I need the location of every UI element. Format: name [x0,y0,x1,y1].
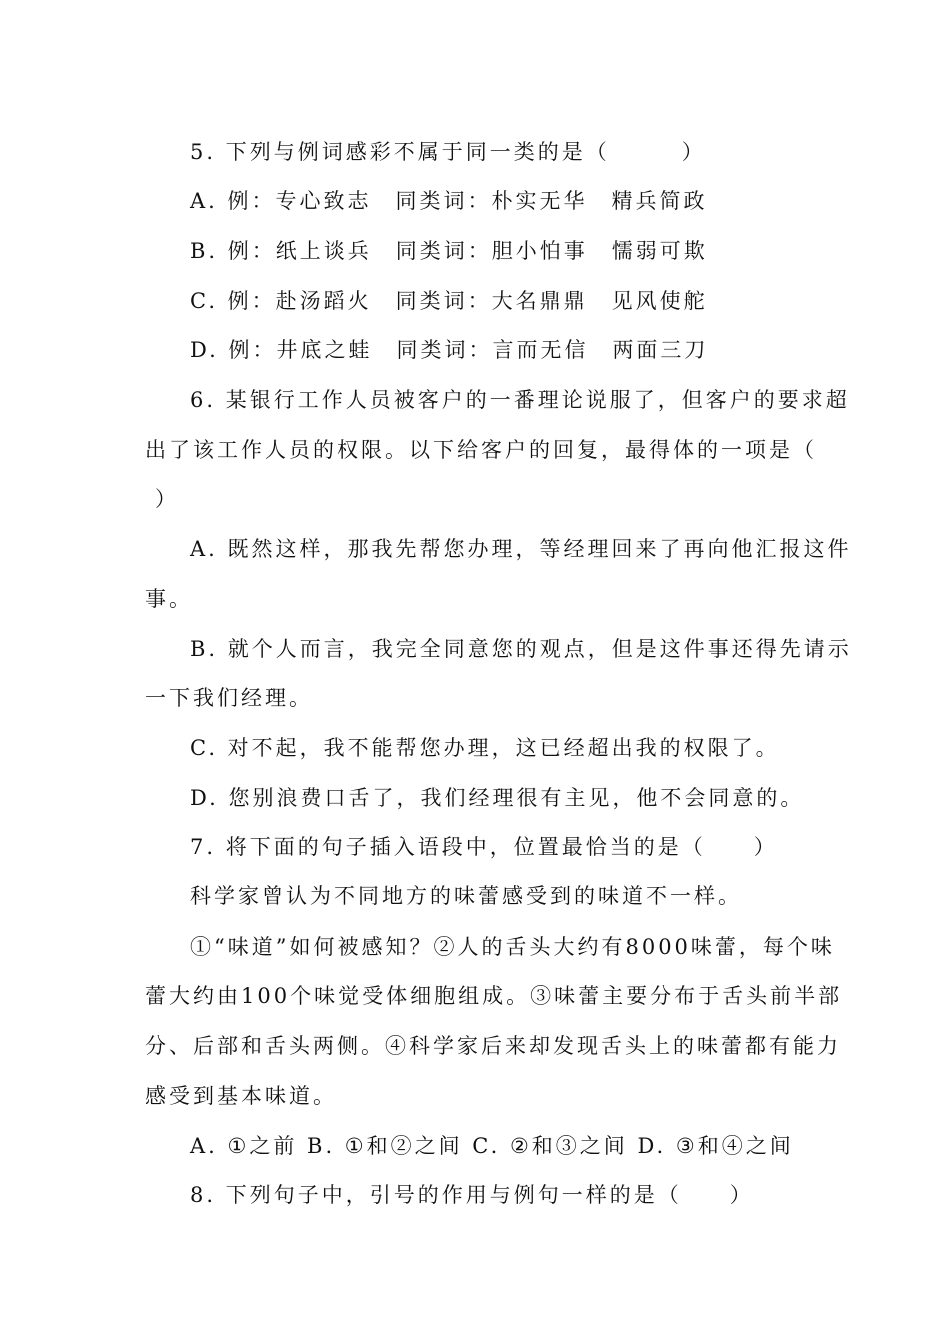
q7-options: A. ①之前 B. ①和②之间 C. ②和③之间 D. ③和④之间 [190,1134,794,1158]
q6-option-a-line-1: A. 既然这样，那我先帮您办理，等经理回来了再向他汇报这件 [190,537,852,561]
q6-stem-line-2: 出了该工作人员的权限。以下给客户的回复，最得体的一项是（ [145,438,817,462]
q6-option-a-line-2: 事。 [145,587,193,611]
q6-option-c: C. 对不起，我不能帮您办理，这已经超出我的权限了。 [190,736,780,760]
q5-option-c: C. 例：赴汤蹈火 同类词：大名鼎鼎 见风使舵 [190,289,708,313]
q7-passage-line-1: ①“味道”如何被感知？②人的舌头大约有8000味蕾，每个味 [190,935,835,959]
q5-option-b: B. 例：纸上谈兵 同类词：胆小怕事 懦弱可欺 [190,239,708,263]
q5-option-d: D. 例：井底之蛙 同类词：言而无信 两面三刀 [190,338,709,362]
q6-option-b-line-1: B. 就个人而言，我完全同意您的观点，但是这件事还得先请示 [190,637,852,661]
q7-passage-line-2: 蕾大约由100个味觉受体细胞组成。③味蕾主要分布于舌头前半部 [145,984,843,1008]
q5-stem: 5. 下列与例词感彩不属于同一类的是（ ） [190,140,706,164]
q7-sentence: 科学家曾认为不同地方的味蕾感受到的味道不一样。 [190,884,742,908]
q6-stem-line-3: ） [155,487,179,511]
q6-option-d: D. 您别浪费口舌了，我们经理很有主见，他不会同意的。 [190,786,805,810]
q7-passage-line-3: 分、后部和舌头两侧。④科学家后来却发现舌头上的味蕾都有能力 [145,1034,841,1058]
q6-option-b-line-2: 一下我们经理。 [145,686,313,710]
q8-stem: 8. 下列句子中，引号的作用与例句一样的是（ ） [190,1183,754,1207]
q5-option-a: A. 例：专心致志 同类词：朴实无华 精兵简政 [190,189,708,213]
q7-passage-line-4: 感受到基本味道。 [145,1084,337,1108]
q7-stem: 7. 将下面的句子插入语段中，位置最恰当的是（ ） [190,835,778,859]
q6-stem-line-1: 6. 某银行工作人员被客户的一番理论说服了，但客户的要求超 [190,388,850,412]
